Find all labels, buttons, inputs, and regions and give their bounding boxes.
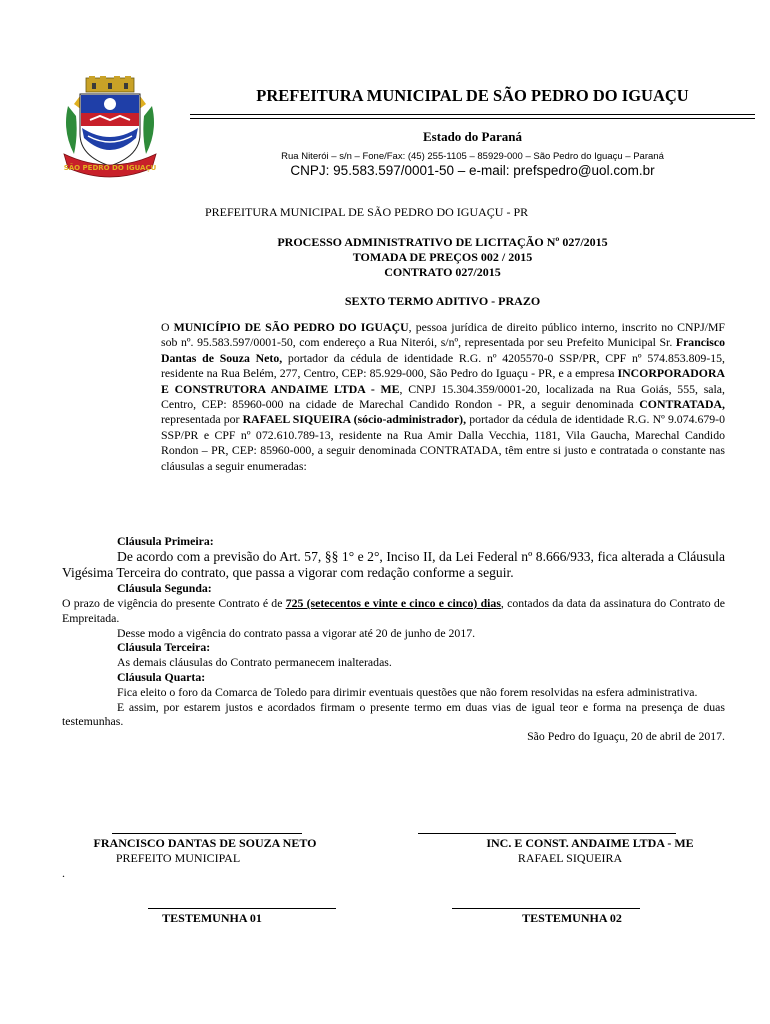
witness-2-label: TESTEMUNHA 02	[522, 911, 622, 925]
process-heading: PROCESSO ADMINISTRATIVO DE LICITAÇÃO Nº 027/2015	[277, 235, 608, 249]
clause-2-text	[62, 596, 725, 626]
stray-dot: .	[62, 866, 65, 880]
state-line: Estado do Paraná	[423, 129, 522, 144]
intro-bold: CONTRATADA,	[639, 397, 725, 412]
clause-4-text: Fica eleito o foro da Comarca de Toledo para dirimir eventuais questões que não forem resolvidas na esfera administrativa.	[117, 684, 698, 699]
intro-bold: MUNICÍPIO DE SÃO PEDRO DO IGUAÇU	[173, 320, 409, 334]
intro-text: representada por	[161, 412, 243, 427]
signature-line	[452, 908, 640, 909]
clause-3-text: As demais cláusulas do Contrato permanecem inalteradas.	[117, 655, 392, 670]
address-line: Rua Niterói – s/n – Fone/Fax: (45) 255-1105 – 85929-000 – São Pedro do Iguaçu – Paraná	[281, 151, 664, 162]
signature-line	[112, 833, 302, 834]
intro-bold: INCORPORADORA E CONSTRUTORA ANDAIME LTDA - ME	[161, 366, 725, 396]
header-rule	[190, 114, 755, 115]
company-representative: RAFAEL SIQUEIRA	[517, 851, 623, 865]
clause-2-text-part: , contados da data da assinatura do Contrato de Empreitada.	[62, 596, 725, 625]
mayor-name: FRANCISCO DANTAS DE SOUZA NETO	[93, 836, 317, 850]
clause-1-heading: Cláusula Primeira:	[117, 534, 214, 548]
intro-text: portador da cédula de identidade R.G. Nº 9.074.679-0 SSP/PR e CPF nº 072.610.789-13, residente na Rua Amir Dalla Vecchia, 1181, Vila Gaucha, Marechal Candido Rondon – PR, CEP: 85960-000, a seguir denominada CONTRATADA, têm entre si justo e contratada o constante nas cláusulas a seguir enumeradas:	[161, 412, 725, 473]
ribbon-text: SÃO PEDRO DO IGUAÇU	[63, 164, 157, 172]
clause-4-heading: Cláusula Quarta:	[117, 669, 206, 684]
date-line: São Pedro do Iguaçu, 20 de abril de 2017.	[527, 729, 725, 744]
intro-text: , CNPJ 15.304.359/0001-20, localizada na Rua Goiás, 555, sala, Centro, CEP: 85960-000 na cidade de Marechal Candido Rondon - PR, a seguir denominada	[161, 381, 725, 412]
mayor-role: PREFEITO MUNICIPAL	[115, 851, 241, 865]
clauses-section	[62, 534, 725, 744]
clause-2-heading: Cláusula Segunda:	[117, 581, 212, 596]
clause-3-heading: Cláusula Terceira:	[117, 640, 211, 655]
intro-text: portador da cédula de identidade R.G. nº 4205570-0 SSP/PR, CPF nº 574.853.809-15, residente na Rua Belém, 277, Centro, CEP: 85.929-000, São Pedro do Iguaçu - PR, e a empresa	[161, 350, 725, 381]
tomada-heading: TOMADA DE PREÇOS 002 / 2015	[352, 250, 533, 264]
prefecture-line: PREFEITURA MUNICIPAL DE SÃO PEDRO DO IGUAÇU - PR	[205, 205, 529, 219]
closing-text: E assim, por estarem justos e acordados firmam o presente termo em duas vias de igual teor e forma na presença de duas testemunhas.	[62, 699, 725, 729]
clause-2-validity: Desse modo a vigência do contrato passa a vigorar até 20 de junho de 2017.	[117, 625, 476, 640]
cnpj-line: CNPJ: 95.583.597/0001-50 – e-mail: prefspedro@uol.com.br	[290, 163, 655, 178]
signature-line	[418, 833, 676, 834]
clause-2-text-part: O prazo de vigência do presente Contrato é de	[62, 596, 286, 610]
intro-text: , pessoa jurídica de direito público interno, inscrito no CNPJ/MF sob nº. 95.583.597/0001-50, com endereço a Rua Niterói, s/nº, representada por seu Prefeito Municipal Sr.	[161, 320, 725, 350]
intro-text: O	[161, 320, 174, 334]
header-rule	[190, 118, 755, 119]
clause-2-term: 725 (setecentos e vinte e cinco e cinco) dias	[285, 596, 501, 610]
company-name: INC. E CONST. ANDAIME LTDA - ME	[486, 836, 694, 850]
contract-heading: CONTRATO 027/2015	[384, 265, 501, 279]
amendment-heading: SEXTO TERMO ADITIVO - PRAZO	[344, 294, 541, 308]
intro-bold: Francisco Dantas de Souza Neto,	[161, 335, 725, 365]
municipal-coat-of-arms-icon	[60, 76, 160, 178]
signature-line	[148, 908, 336, 909]
witness-1-label: TESTEMUNHA 01	[162, 911, 262, 925]
intro-bold: RAFAEL SIQUEIRA (sócio-administrador),	[242, 412, 467, 427]
page-title: PREFEITURA MUNICIPAL DE SÃO PEDRO DO IGUAÇU	[256, 86, 689, 105]
intro-paragraph	[161, 320, 725, 474]
clause-1-text: De acordo com a previsão do Art. 57, §§ 1° e 2°, Inciso II, da Lei Federal nº 8.666/933, fica alterada a Cláusula Vigésima Terceira do contrato, que passa a vigorar com redação conforme a seguir.	[62, 548, 725, 580]
